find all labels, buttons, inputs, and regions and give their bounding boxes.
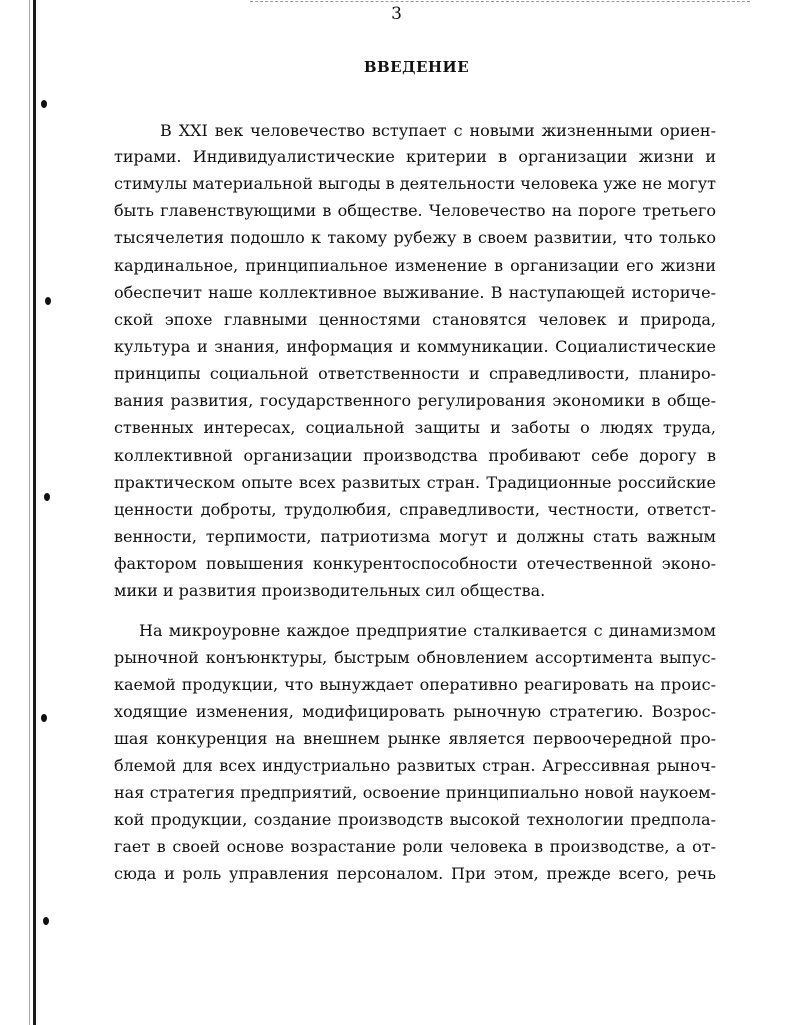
binding-hole-mark xyxy=(45,297,51,305)
scan-binding-edge xyxy=(33,0,36,1025)
text-line: сюда и роль управления персоналом. При этом, прежде всего, речь xyxy=(114,864,716,883)
page-number: 3 xyxy=(391,4,402,24)
text-line: фактором повышения конкурентоспособности отечественной эконо- xyxy=(114,554,716,573)
text-line: коллективной организации производства пробивают себе дорогу в xyxy=(114,446,716,465)
text-line: тысячелетия подошло к такому рубежу в своем развитии, что только xyxy=(114,228,716,247)
text-line: ской эпохе главными ценностями становятся человек и природа, xyxy=(114,310,716,329)
page-title: ВВЕДЕНИЕ xyxy=(363,58,470,76)
text-line: кардинальное, принципиальное изменение в организации его жизни xyxy=(114,256,716,275)
scan-binding-shadow xyxy=(29,0,30,1025)
text-line: гает в своей основе возрастание роли человека в производстве, а от- xyxy=(114,837,716,856)
text-line: ходящие изменения, модифицировать рыночную стратегию. Возрос- xyxy=(114,702,716,721)
text-line: практическом опыте всех развитых стран. Традиционные российские xyxy=(114,473,716,492)
text-line: рыночной конъюнктуры, быстрым обновлением ассортимента выпус- xyxy=(114,648,716,667)
text-line: культура и знания, информация и коммуникации. Социалистические xyxy=(114,337,716,356)
text-line: блемой для всех индустриально развитых стран. Агрессивная рыноч- xyxy=(114,756,716,775)
text-line: кой продукции, создание производств высокой технологии предпола- xyxy=(114,810,716,829)
text-line: вания развития, государственного регулирования экономики в обще- xyxy=(114,391,716,410)
text-line: ценности доброты, трудолюбия, справедливости, честности, ответст- xyxy=(114,500,716,519)
text-line: каемой продукции, что вынуждает оперативно реагировать на проис- xyxy=(114,675,716,694)
text-line: В XXI век человечество вступает с новыми жизненными ориен- xyxy=(160,121,716,140)
text-line: мики и развития производительных сил общества. xyxy=(114,581,546,600)
text-line: венности, терпимости, патриотизма могут и должны стать важным xyxy=(114,527,716,546)
text-line: стимулы материальной выгоды в деятельности человека уже не могут xyxy=(114,174,716,193)
text-line: На микроуровне каждое предприятие сталкивается с динамизмом xyxy=(139,621,716,640)
binding-hole-mark xyxy=(44,493,50,501)
text-line: ная стратегия предприятий, освоение принципиально новой наукоем- xyxy=(114,783,716,802)
text-line: принципы социальной ответственности и справедливости, планиро- xyxy=(114,364,716,383)
scan-top-edge xyxy=(250,1,750,3)
text-line: тирами. Индивидуалистические критерии в организации жизни и xyxy=(114,147,716,166)
text-line: ственных интересах, социальной защиты и заботы о людях труда, xyxy=(114,418,716,437)
text-line: быть главенствующими в обществе. Человечество на пороге третьего xyxy=(114,201,716,220)
binding-hole-mark xyxy=(43,917,49,925)
text-line: обеспечит наше коллективное выживание. В наступающей историче- xyxy=(114,283,716,302)
text-line: шая конкуренция на внешнем рынке является первоочередной про- xyxy=(114,729,716,748)
binding-hole-mark xyxy=(41,100,47,108)
binding-hole-mark xyxy=(41,714,47,722)
